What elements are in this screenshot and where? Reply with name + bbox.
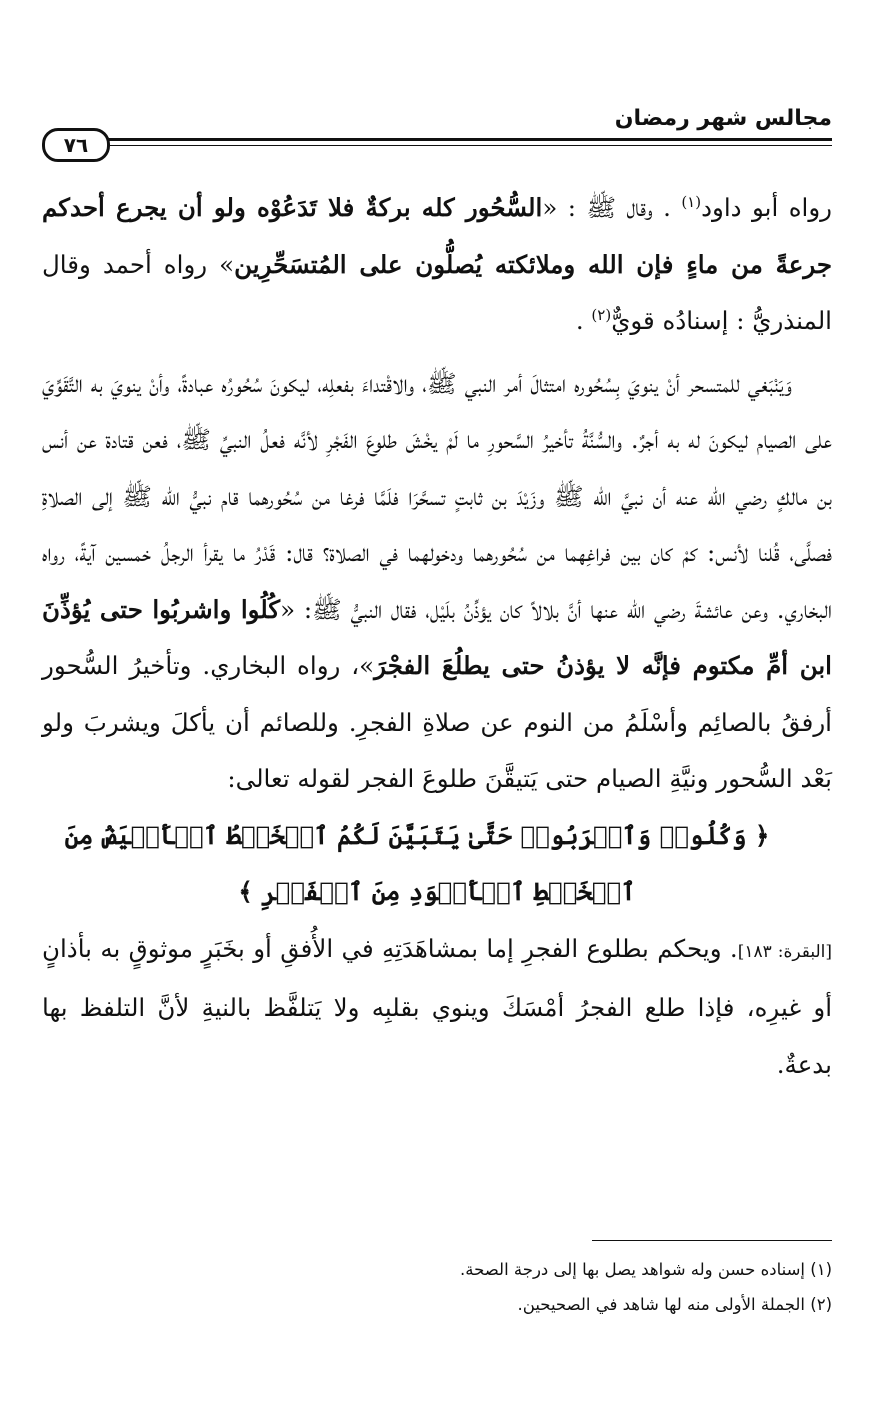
page-header (42, 100, 832, 157)
hadith-quote-1: السُّحُور كله بركةٌ فلا تَدَعُوْه ولو أن يجرع أحدكم جرعةً من ماءٍ فإن الله وملائكته يُصلُّون على المُتسَحِّرِين (42, 193, 832, 279)
text-run: وَيَنْبَغي للمتسحر أنْ ينويَ بِسُحُوره امتثالَ أمر النبي ﷺ، والاقْتداءَ بفعلِه، ليكونَ سُحُورُه عبادةً، وأنْ ينويَ به التَّقَوِّيَ على الصيام ليكونَ له به أجرٌ. والسُّنَّةُ تأخيرُ السَّحورِ ما لَمْ يخْشَ طلوعَ الفَجْرِ لأنَّه فعلُ النبيِّ ﷺ، فعن قتادة عن أنس بن مالكٍ رضي الله عنه أن نبيَّ الله ﷺ وزَيْدَ بن ثابتٍ تسحَّرَا فلَمَّا فرغا من سُحُورهما قام نبيُّ الله ﷺ إلى الصلاةِ فصلَّى، قُلنا لأنس: كمْ كان بين فراغِهما من سُحُورهما ودخولهما في الصلاة؟ قال: قَدْرُ ما يقرأ الرجلُ خمسين آيةً، رواه البخاري. وعن عائشةَ رضي الله عنها أنَّ بلالاً كان يؤذِّنُ بلَيْل، فقال النبيُّ ﷺ: « (42, 368, 832, 624)
page-number: ٧٦ (42, 128, 110, 162)
text-run: . (575, 306, 592, 335)
text-run: . وقال ﷺ : « (542, 193, 682, 222)
header-rule-thick (102, 138, 832, 141)
paragraph-2 (42, 356, 832, 1094)
footnotes (52, 1252, 832, 1322)
surah-reference: [البقرة: ١٨٣] (737, 941, 832, 962)
hadith-quote-2: كُلُوا واشربُوا حتى يُؤذِّنَ ابن أمِّ مكتوم فإنَّه لا يؤذنُ حتى يطلُعَ الفجْرَ (42, 594, 832, 680)
text-run: . ويحكم بطلوع الفجرِ إما بمشاهَدَتِهِ في الأُفقِ أو بخَبَرٍ موثوقٍ به بأذانٍ أو غيرِه، فإذا طلع الفجرُ أمْسَكَ وينوي بقلبِه ولا يَتلفَّظ بالنيةِ لأنَّ التلفظ بها بدعةٌ. (42, 933, 832, 1079)
main-text (42, 180, 832, 1093)
text-run: »، رواه البخاري. وتأخيرُ السُّحور أرفقُ بالصائِم وأسْلَمُ من النوم عن صلاةِ الفجرِ. وللصائم أن يأكلَ ويشربَ ولو بَعْد السُّحور ونيَّةِ الصيام حتى يَتيقَّنَ طلوعَ الفجر لقوله تعالى: (42, 651, 832, 793)
paragraph-1 (42, 180, 832, 350)
footnote-divider (592, 1240, 832, 1241)
text-run: » رواه أحمد وقال المنذريُّ : إسنادُه قويٌّ (42, 249, 832, 335)
text-run: رواه أبو داود (701, 193, 833, 222)
footnote-ref-1: (١) (681, 192, 702, 211)
footnote-1: (١) إسناده حسن وله شواهد يصل بها إلى درجة الصحة. (460, 1260, 832, 1279)
book-title: مجالس شهر رمضان (614, 106, 832, 131)
footnote-2: (٢) الجملة الأولى منه لها شاهد في الصحيحين. (517, 1295, 832, 1314)
quran-verse: ﴿ وَكُلُوا۟ وَٱشۡرَبُوا۟ حَتَّىٰ يَتَبَيَّنَ لَكُمُ ٱلۡخَيۡطُ ٱلۡأَبۡيَضُ مِنَ ٱلۡخَيۡطِ ٱلۡأَسۡوَدِ مِنَ ٱلۡفَجۡرِ ﴾ (64, 820, 770, 906)
header-rule-thin (102, 145, 832, 146)
footnote-ref-2: (٢) (591, 305, 612, 324)
